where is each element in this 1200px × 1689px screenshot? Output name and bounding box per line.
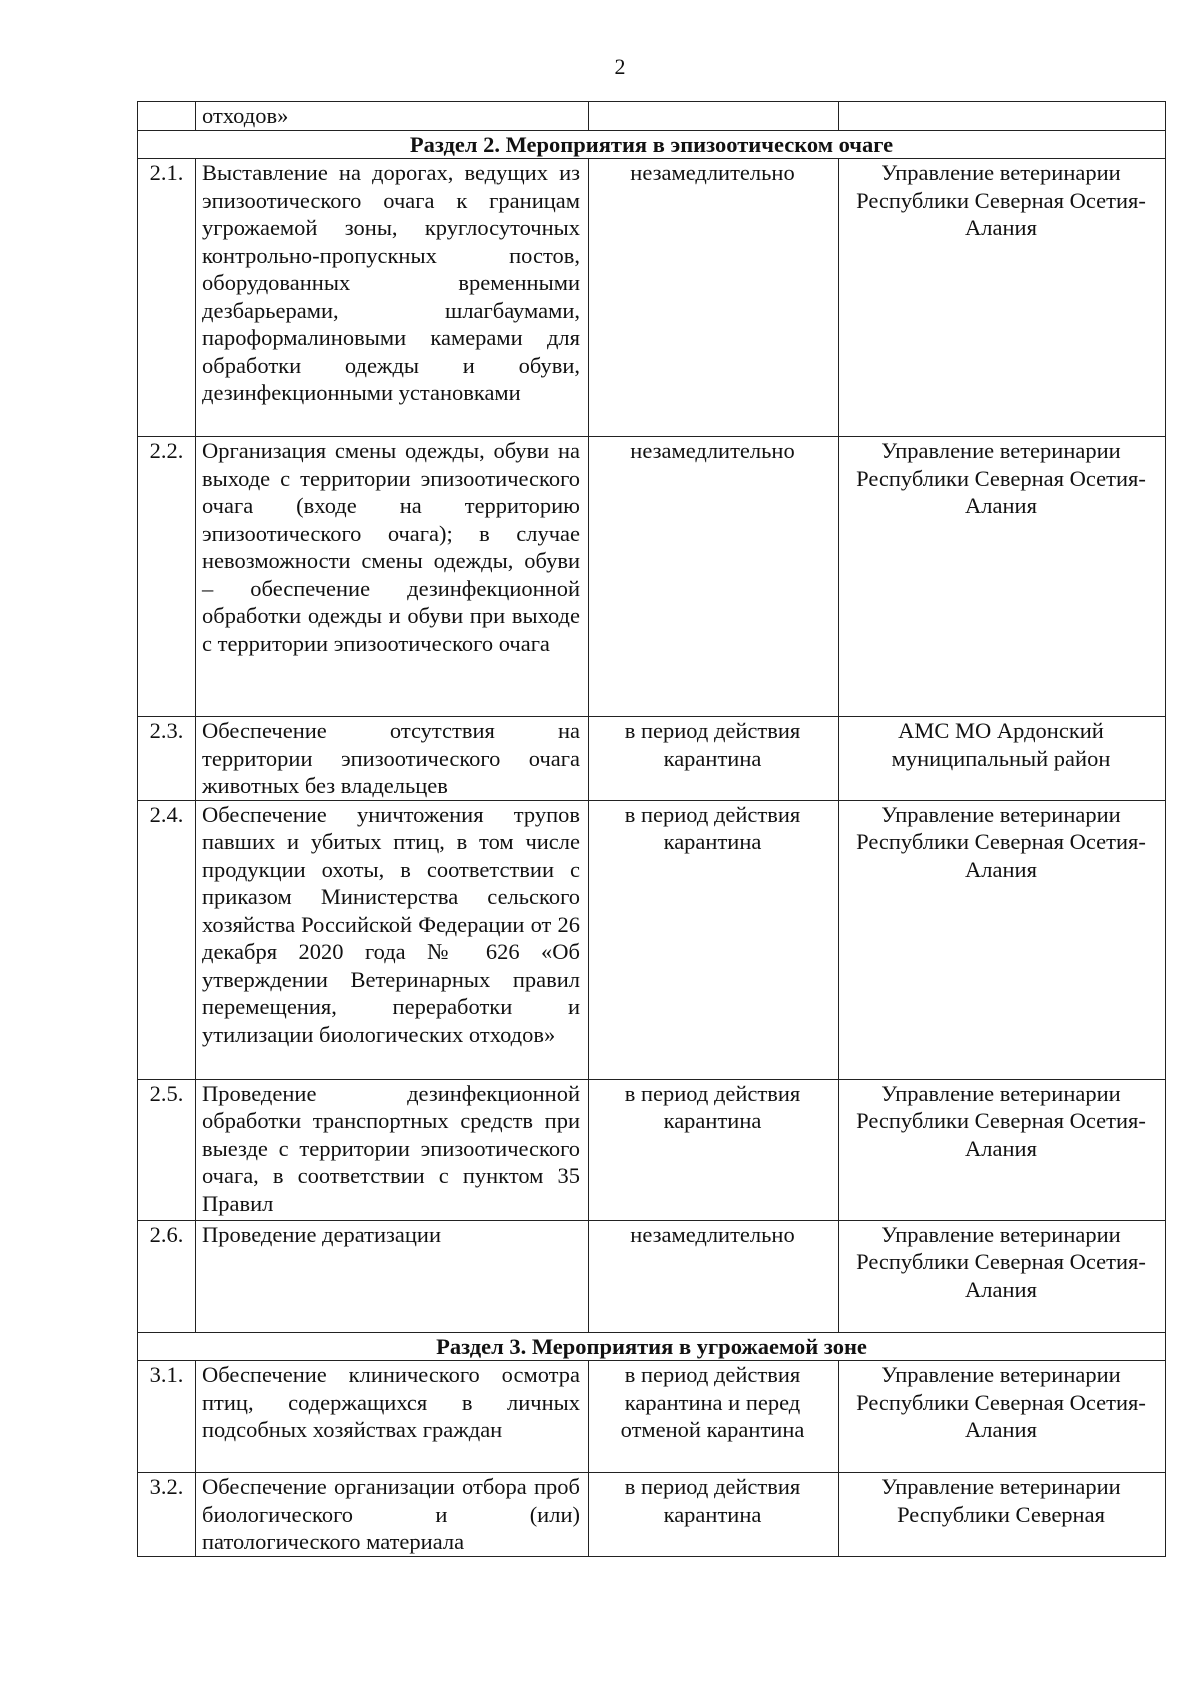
row-time: в период действия карантина (589, 1079, 839, 1220)
row-responsible: Управление ветеринарии Республики Северная Осетия-Алания (839, 1220, 1166, 1332)
row-action: Обеспечение клинического осмотра птиц, содержащихся в личных подсобных хозяйствах граждан (196, 1361, 589, 1473)
measures-table (137, 101, 1166, 1557)
row-time: в период действия карантина и перед отменой карантина (589, 1361, 839, 1473)
table-row (138, 717, 1166, 801)
section-heading-3 (138, 1332, 1166, 1361)
section-heading-2 (138, 130, 1166, 159)
row-responsible: Управление ветеринарии Республики Северная Осетия-Алания (839, 1361, 1166, 1473)
row-time: в период действия карантина (589, 717, 839, 801)
row-action: отходов» (196, 102, 589, 131)
row-action: Организация смены одежды, обуви на выходе с территории эпизоотического очага (входе на территорию эпизоотического очага); в случае невозможности смены одежды, обуви – обеспечение дезинфекционной обработки одежды и обуви при выходе с территории эпизоотического очага (196, 437, 589, 717)
row-action: Обеспечение уничтожения трупов павших и убитых птиц, в том числе продукции охоты, в соответствии с приказом Министерства сельского хозяйства Российской Федерации от 26 декабря 2020 года № 626 «Об утверждении Ветеринарных правил перемещения, переработки и утилизации биологических отходов» (196, 800, 589, 1079)
row-action: Проведение дератизации (196, 1220, 589, 1332)
row-time: незамедлительно (589, 437, 839, 717)
row-responsible: Управление ветеринарии Республики Северная Осетия-Алания (839, 1079, 1166, 1220)
row-responsible (839, 102, 1166, 131)
table-row (138, 1220, 1166, 1332)
row-number (138, 102, 196, 131)
row-number: 2.6. (138, 1220, 196, 1332)
row-number: 2.1. (138, 159, 196, 437)
row-number: 2.5. (138, 1079, 196, 1220)
table-row (138, 159, 1166, 437)
table-row (138, 1473, 1166, 1557)
row-number: 3.1. (138, 1361, 196, 1473)
row-action: Обеспечение организации отбора проб биологического и (или) патологического материала (196, 1473, 589, 1557)
table-row (138, 437, 1166, 717)
row-responsible: Управление ветеринарии Республики Северная (839, 1473, 1166, 1557)
row-responsible: Управление ветеринарии Республики Северная Осетия-Алания (839, 159, 1166, 437)
table-row (138, 1361, 1166, 1473)
row-number: 3.2. (138, 1473, 196, 1557)
section-title: Раздел 2. Мероприятия в эпизоотическом очаге (138, 130, 1166, 159)
row-action: Выставление на дорогах, ведущих из эпизоотического очага к границам угрожаемой зоны, круглосуточных контрольно-пропускных постов, оборудованных временными дезбарьерами, шлагбаумами, пароформалиновыми камерами для обработки одежды и обуви, дезинфекционными установками (196, 159, 589, 437)
row-time: в период действия карантина (589, 800, 839, 1079)
row-time (589, 102, 839, 131)
row-time: в период действия карантина (589, 1473, 839, 1557)
row-action: Проведение дезинфекционной обработки транспортных средств при выезде с территории эпизоотического очага, в соответствии с пунктом 35 Правил (196, 1079, 589, 1220)
row-number: 2.4. (138, 800, 196, 1079)
table-row-continuation (138, 102, 1166, 131)
row-responsible: Управление ветеринарии Республики Северная Осетия-Алания (839, 800, 1166, 1079)
row-time: незамедлительно (589, 1220, 839, 1332)
row-time: незамедлительно (589, 159, 839, 437)
table-row (138, 800, 1166, 1079)
page-number: 2 (614, 54, 626, 79)
row-action: Обеспечение отсутствия на территории эпизоотического очага животных без владельцев (196, 717, 589, 801)
section-title: Раздел 3. Мероприятия в угрожаемой зоне (138, 1332, 1166, 1361)
row-number: 2.3. (138, 717, 196, 801)
row-number: 2.2. (138, 437, 196, 717)
table-row (138, 1079, 1166, 1220)
row-responsible: АМС МО Ардонский муниципальный район (839, 717, 1166, 801)
row-responsible: Управление ветеринарии Республики Северная Осетия-Алания (839, 437, 1166, 717)
